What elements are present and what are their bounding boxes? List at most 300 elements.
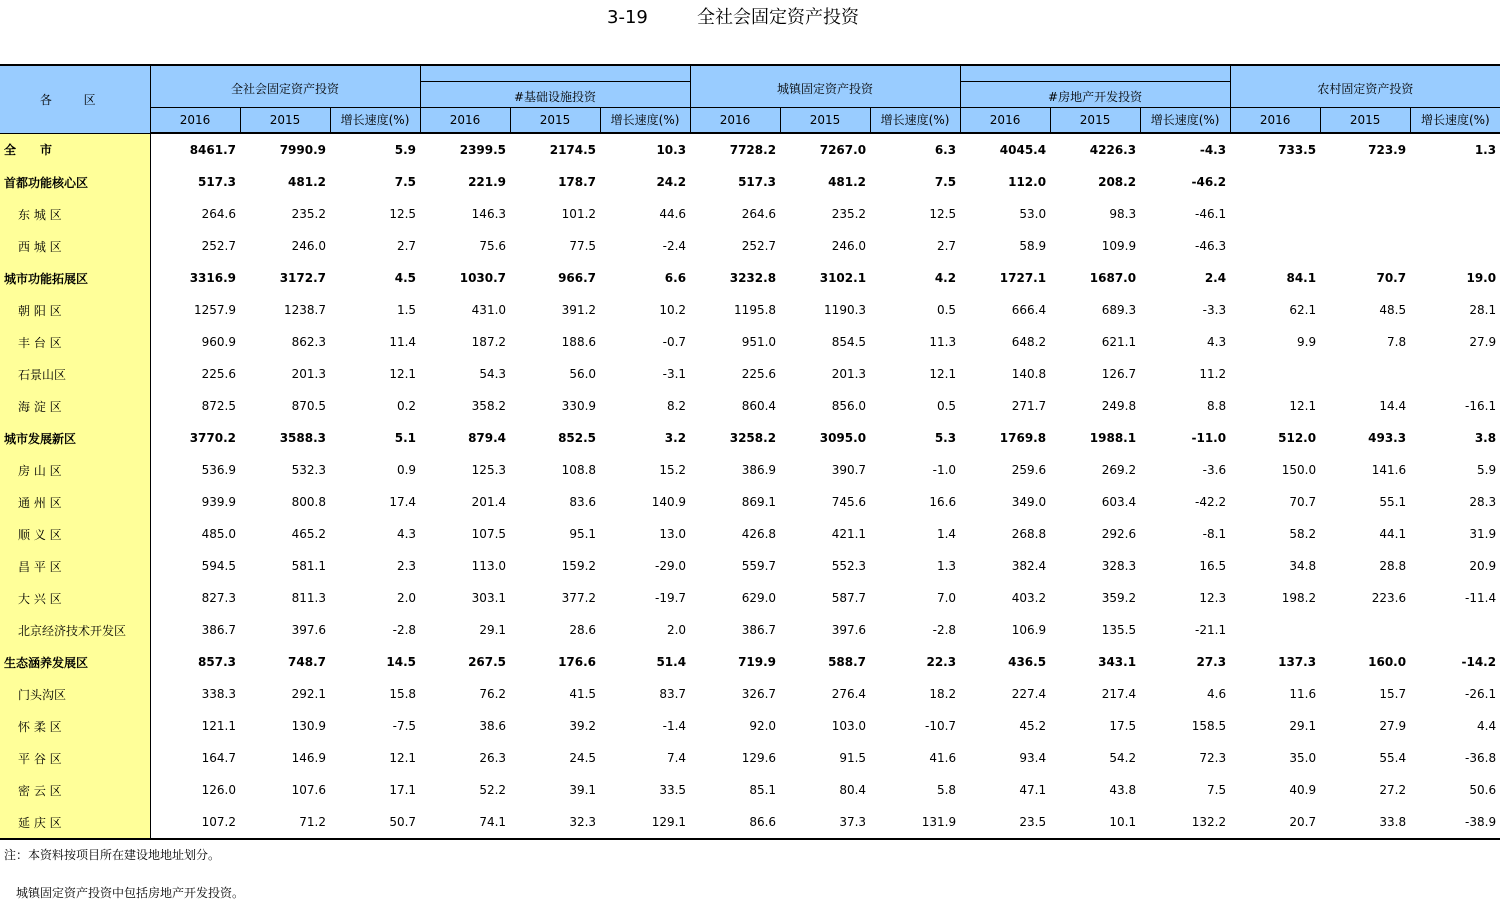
table-cell: 85.1 — [749, 783, 777, 797]
table-cell — [1320, 614, 1410, 646]
table-cell: 5.3 — [934, 431, 957, 445]
col-growth: 增长速度(%) — [600, 107, 690, 133]
table-cell: 689.3 — [1101, 303, 1137, 317]
table-cell: 517.3 — [198, 175, 236, 189]
table-cell: 58.9 — [1019, 239, 1047, 253]
table-cell: 811.3 — [291, 591, 326, 605]
table-cell: 126.0 — [201, 783, 236, 797]
table-cell: 268.8 — [1011, 527, 1047, 541]
table-row — [0, 550, 1500, 582]
table-cell: 1988.1 — [1089, 431, 1137, 445]
table-cell: 1238.7 — [284, 303, 326, 317]
table-cell: -46.1 — [1195, 207, 1227, 221]
table-cell: -11.0 — [1191, 431, 1227, 445]
table-cell: 33.8 — [1320, 806, 1410, 839]
table-cell: 621.1 — [1101, 335, 1137, 349]
district-name: 首都功能核心区 — [0, 166, 150, 198]
col-2016: 2016 — [1230, 107, 1320, 133]
table-row — [0, 422, 1500, 454]
district-name: 通 州 区 — [0, 486, 150, 518]
table-cell: 10.1 — [1050, 806, 1140, 839]
table-cell: 594.5 — [201, 559, 236, 573]
table-cell: 58.2 — [1289, 527, 1317, 541]
table-cell: 34.8 — [1289, 559, 1317, 573]
table-cell: 532.3 — [291, 463, 326, 477]
table-cell: 8.2 — [666, 399, 687, 413]
table-cell: 235.2 — [291, 207, 326, 221]
table-cell: 27.3 — [1196, 655, 1227, 669]
table-cell: 267.5 — [468, 655, 507, 669]
region-header: 各 区 — [0, 65, 150, 133]
table-cell: 95.1 — [569, 527, 597, 541]
table-row — [0, 133, 1500, 166]
footnote-2: 城镇固定资产投资中包括房地产开发投资。 — [16, 886, 245, 900]
table-cell: 512.0 — [1278, 431, 1317, 445]
table-cell: 208.2 — [1098, 175, 1137, 189]
table-cell: 12.3 — [1199, 591, 1227, 605]
table-cell: 33.5 — [659, 783, 687, 797]
table-cell: 343.1 — [1098, 655, 1137, 669]
table-cell: 666.4 — [1011, 303, 1047, 317]
table-cell: 53.0 — [1019, 207, 1047, 221]
table-cell: 75.6 — [479, 239, 507, 253]
table-cell: 246.0 — [831, 239, 867, 253]
table-cell: -16.1 — [1465, 399, 1497, 413]
table-cell — [1230, 198, 1320, 230]
table-cell: -2.4 — [662, 239, 687, 253]
district-name: 东 城 区 — [0, 198, 150, 230]
table-cell: 2.0 — [666, 623, 687, 637]
district-name: 朝 阳 区 — [0, 294, 150, 326]
table-cell: 951.0 — [741, 335, 777, 349]
table-cell: 198.2 — [1281, 591, 1317, 605]
table-cell — [1410, 166, 1500, 198]
table-cell: 7.5 — [394, 175, 417, 189]
table-cell: 27.9 — [1379, 719, 1407, 733]
table-cell: 264.6 — [741, 207, 777, 221]
table-cell: 176.6 — [558, 655, 597, 669]
table-cell: -14.2 — [1461, 655, 1497, 669]
table-cell: 72.3 — [1199, 751, 1227, 765]
table-cell: 14.5 — [386, 655, 417, 669]
table-cell: 854.5 — [831, 335, 867, 349]
table-cell: 629.0 — [741, 591, 777, 605]
table-cell: 14.4 — [1379, 399, 1407, 413]
investment-table — [0, 64, 1500, 840]
table-cell: 12.1 — [389, 367, 417, 381]
table-cell: 939.9 — [201, 495, 236, 509]
table-cell: 7.5 — [1207, 783, 1227, 797]
table-cell: 4226.3 — [1089, 143, 1137, 157]
district-name: 丰 台 区 — [0, 326, 150, 358]
table-cell: 91.5 — [839, 751, 867, 765]
table-cell — [1230, 166, 1320, 198]
table-cell: 150.0 — [1281, 463, 1317, 477]
table-cell: 386.9 — [741, 463, 777, 477]
table-cell: 517.3 — [738, 175, 777, 189]
table-cell: 3258.2 — [729, 431, 777, 445]
table-cell: 581.1 — [291, 559, 326, 573]
table-cell: 15.8 — [389, 687, 417, 701]
table-cell: 5.1 — [394, 431, 417, 445]
table-cell: -26.1 — [1465, 687, 1497, 701]
table-cell: 271.7 — [1011, 399, 1047, 413]
table-cell: 2.3 — [396, 559, 417, 573]
table-cell: 48.5 — [1379, 303, 1407, 317]
col-2015: 2015 — [780, 107, 870, 133]
table-cell: 28.3 — [1469, 495, 1497, 509]
table-cell: 7990.9 — [279, 143, 326, 157]
table-cell: 35.0 — [1289, 751, 1317, 765]
col-2015: 2015 — [240, 107, 330, 133]
table-cell: 5.8 — [936, 783, 957, 797]
table-cell: 22.3 — [926, 655, 957, 669]
table-cell: 140.8 — [1011, 367, 1047, 381]
table-cell: 71.2 — [240, 806, 330, 839]
col-2015: 2015 — [1320, 107, 1410, 133]
col-growth: 增长速度(%) — [330, 107, 420, 133]
table-cell: 12.5 — [929, 207, 957, 221]
table-cell: 178.7 — [558, 175, 597, 189]
table-cell: 23.5 — [960, 806, 1050, 839]
table-cell: 45.2 — [1019, 719, 1047, 733]
table-cell: -36.8 — [1465, 751, 1497, 765]
table-cell: 0.9 — [396, 463, 417, 477]
table-cell: 70.7 — [1376, 271, 1407, 285]
table-cell: 536.9 — [201, 463, 236, 477]
table-row — [0, 806, 1500, 839]
table-cell: 0.5 — [936, 303, 957, 317]
table-cell: 872.5 — [201, 399, 236, 413]
table-cell: 83.6 — [569, 495, 597, 509]
table-cell: 1687.0 — [1089, 271, 1137, 285]
table-cell: 869.1 — [741, 495, 777, 509]
table-cell: 44.6 — [659, 207, 687, 221]
table-cell: 3232.8 — [729, 271, 777, 285]
table-cell: -46.3 — [1195, 239, 1227, 253]
table-cell: 80.4 — [839, 783, 867, 797]
col-2016: 2016 — [690, 107, 780, 133]
table-cell: 860.4 — [741, 399, 777, 413]
table-row — [0, 710, 1500, 742]
table-cell: 217.4 — [1101, 687, 1137, 701]
table-cell: 130.9 — [291, 719, 326, 733]
table-cell: 852.5 — [558, 431, 597, 445]
table-cell: 13.0 — [659, 527, 687, 541]
table-cell: 390.7 — [831, 463, 867, 477]
table-cell: 225.6 — [201, 367, 236, 381]
table-cell: 276.4 — [831, 687, 867, 701]
table-cell: 6.3 — [934, 143, 957, 157]
table-cell: 1.3 — [1474, 143, 1497, 157]
table-cell: 485.0 — [201, 527, 236, 541]
col-2015: 2015 — [1050, 107, 1140, 133]
group-header-rural: 农村固定资产投资 — [1230, 65, 1500, 107]
table-cell: 349.0 — [1011, 495, 1047, 509]
table-row — [0, 774, 1500, 806]
group-header-urban: 城镇固定资产投资 — [690, 65, 960, 107]
table-cell: 221.9 — [468, 175, 507, 189]
table-cell: 4.3 — [1207, 335, 1227, 349]
table-cell: 7.0 — [936, 591, 957, 605]
table-cell: 397.6 — [831, 623, 867, 637]
table-cell: 745.6 — [831, 495, 867, 509]
table-cell: 32.3 — [510, 806, 600, 839]
table-cell: 17.4 — [389, 495, 417, 509]
table-cell: 70.7 — [1289, 495, 1317, 509]
table-cell: 1.5 — [396, 303, 417, 317]
table-cell — [1410, 230, 1500, 262]
table-cell: 1257.9 — [194, 303, 236, 317]
table-cell: 101.2 — [561, 207, 597, 221]
district-name: 城市发展新区 — [0, 422, 150, 454]
table-cell: 159.2 — [561, 559, 597, 573]
table-cell: 225.6 — [741, 367, 777, 381]
table-cell: 8461.7 — [189, 143, 236, 157]
table-cell: 146.3 — [471, 207, 507, 221]
table-cell: 92.0 — [749, 719, 777, 733]
table-cell: 12.5 — [389, 207, 417, 221]
table-cell: 7267.0 — [819, 143, 867, 157]
table-row — [0, 646, 1500, 678]
table-cell: 0.2 — [396, 399, 417, 413]
table-cell: 7.8 — [1387, 335, 1407, 349]
table-cell: 1190.3 — [824, 303, 867, 317]
table-cell: 603.4 — [1101, 495, 1137, 509]
table-cell: 126.7 — [1101, 367, 1137, 381]
table-cell: 26.3 — [479, 751, 507, 765]
table-cell: 12.1 — [389, 751, 417, 765]
group-header-infra-top — [420, 65, 690, 81]
table-cell: 201.4 — [471, 495, 507, 509]
table-cell: 227.4 — [1011, 687, 1047, 701]
table-cell: 426.8 — [741, 527, 777, 541]
table-cell: 1769.8 — [999, 431, 1047, 445]
table-cell: 7728.2 — [729, 143, 777, 157]
col-growth: 增长速度(%) — [870, 107, 960, 133]
district-name: 全 市 — [0, 133, 150, 166]
table-cell: 235.2 — [831, 207, 867, 221]
table-cell: 31.9 — [1469, 527, 1497, 541]
table-cell: 481.2 — [828, 175, 867, 189]
col-growth: 增长速度(%) — [1140, 107, 1230, 133]
table-row — [0, 678, 1500, 710]
table-cell: 20.9 — [1469, 559, 1497, 573]
table-cell: 303.1 — [471, 591, 507, 605]
table-cell: 129.1 — [600, 806, 690, 839]
table-cell: 38.6 — [479, 719, 507, 733]
table-cell: -3.6 — [1202, 463, 1227, 477]
table-cell: 51.4 — [656, 655, 687, 669]
table-cell: 55.1 — [1379, 495, 1407, 509]
table-cell: 4.6 — [1207, 687, 1227, 701]
table-cell: 6.6 — [664, 271, 687, 285]
table-cell: 108.8 — [561, 463, 597, 477]
table-cell: 7.5 — [934, 175, 957, 189]
table-cell: 386.7 — [201, 623, 236, 637]
table-cell: 10.3 — [656, 143, 687, 157]
table-cell: 160.0 — [1368, 655, 1407, 669]
table-cell: 93.4 — [1019, 751, 1047, 765]
table-row — [0, 454, 1500, 486]
table-cell: 164.7 — [201, 751, 236, 765]
table-cell: -0.7 — [662, 335, 687, 349]
table-cell: 76.2 — [479, 687, 507, 701]
table-cell: 74.1 — [420, 806, 510, 839]
table-cell: 11.3 — [929, 335, 957, 349]
group-header-infra: #基础设施投资 — [420, 81, 690, 107]
col-growth: 增长速度(%) — [1410, 107, 1500, 133]
table-cell: -42.2 — [1195, 495, 1227, 509]
table-cell: 723.9 — [1368, 143, 1407, 157]
table-row — [0, 486, 1500, 518]
table-row — [0, 326, 1500, 358]
table-cell: 52.2 — [479, 783, 507, 797]
table-cell: 5.9 — [394, 143, 417, 157]
table-title: 全社会固定资产投资 — [697, 7, 859, 28]
table-cell: 135.5 — [1101, 623, 1137, 637]
table-cell: 37.3 — [780, 806, 870, 839]
table-cell: 3770.2 — [189, 431, 236, 445]
table-cell: 960.9 — [201, 335, 236, 349]
table-cell: 146.9 — [291, 751, 326, 765]
table-cell: -46.2 — [1191, 175, 1227, 189]
table-cell: 391.2 — [561, 303, 597, 317]
table-cell: 44.1 — [1379, 527, 1407, 541]
table-cell: 28.8 — [1379, 559, 1407, 573]
table-cell: 2.7 — [936, 239, 957, 253]
table-cell: 403.2 — [1011, 591, 1047, 605]
col-2016: 2016 — [960, 107, 1050, 133]
table-cell: 328.3 — [1101, 559, 1137, 573]
table-cell: -11.4 — [1465, 591, 1497, 605]
table-cell: 12.1 — [1289, 399, 1317, 413]
table-cell: -1.4 — [662, 719, 687, 733]
table-cell: 129.6 — [741, 751, 777, 765]
table-cell: 733.5 — [1278, 143, 1317, 157]
table-cell: 41.6 — [929, 751, 957, 765]
table-cell: 493.3 — [1368, 431, 1407, 445]
table-cell: -1.0 — [932, 463, 957, 477]
table-row — [0, 230, 1500, 262]
table-cell: 5.9 — [1477, 463, 1497, 477]
table-cell: 125.3 — [471, 463, 507, 477]
table-cell: 55.4 — [1379, 751, 1407, 765]
table-cell: 201.3 — [291, 367, 326, 381]
district-name: 密 云 区 — [0, 774, 150, 806]
table-cell: 465.2 — [291, 527, 326, 541]
table-row — [0, 166, 1500, 198]
table-cell — [1230, 614, 1320, 646]
table-cell: 966.7 — [558, 271, 597, 285]
district-name: 怀 柔 区 — [0, 710, 150, 742]
table-cell: 856.0 — [831, 399, 867, 413]
table-cell — [1410, 614, 1500, 646]
table-cell: 19.0 — [1466, 271, 1497, 285]
table-cell: 27.9 — [1469, 335, 1497, 349]
table-cell: 252.7 — [201, 239, 236, 253]
table-cell: 4.5 — [394, 271, 417, 285]
table-cell: 86.6 — [690, 806, 780, 839]
col-2016: 2016 — [150, 107, 240, 133]
table-cell: 397.6 — [291, 623, 326, 637]
table-cell: 39.2 — [569, 719, 597, 733]
table-cell: 187.2 — [471, 335, 507, 349]
table-cell — [1230, 358, 1320, 390]
table-cell: 421.1 — [831, 527, 867, 541]
table-cell: 436.5 — [1008, 655, 1047, 669]
table-cell: 29.1 — [479, 623, 507, 637]
table-cell: 3.2 — [664, 431, 687, 445]
table-cell: 4.4 — [1477, 719, 1497, 733]
table-cell: 103.0 — [831, 719, 867, 733]
table-cell — [1320, 198, 1410, 230]
table-cell: 0.5 — [936, 399, 957, 413]
table-cell: 292.6 — [1101, 527, 1137, 541]
table-cell: -19.7 — [654, 591, 687, 605]
district-name: 海 淀 区 — [0, 390, 150, 422]
table-cell: 8.8 — [1207, 399, 1227, 413]
table-cell: -2.8 — [932, 623, 957, 637]
district-name: 平 谷 区 — [0, 742, 150, 774]
table-row — [0, 294, 1500, 326]
table-cell: 1030.7 — [459, 271, 507, 285]
table-cell: 3095.0 — [819, 431, 867, 445]
group-header-total: 全社会固定资产投资 — [150, 65, 420, 107]
table-cell: 47.1 — [1019, 783, 1047, 797]
table-cell: 269.2 — [1101, 463, 1137, 477]
footnote: 注：本资料按项目所在建设地地址划分。 — [4, 848, 221, 862]
table-cell: 3102.1 — [819, 271, 867, 285]
table-cell: -21.1 — [1195, 623, 1227, 637]
table-cell: -4.3 — [1199, 143, 1227, 157]
table-cell: 249.8 — [1101, 399, 1137, 413]
table-cell: 9.9 — [1297, 335, 1317, 349]
table-cell: 17.1 — [389, 783, 417, 797]
table-cell: 11.4 — [389, 335, 417, 349]
table-cell: 56.0 — [569, 367, 597, 381]
table-cell — [1410, 358, 1500, 390]
table-cell: 12.1 — [929, 367, 957, 381]
district-name: 城市功能拓展区 — [0, 262, 150, 294]
table-cell: 259.6 — [1011, 463, 1047, 477]
table-cell: 16.6 — [929, 495, 957, 509]
table-cell: 20.7 — [1230, 806, 1320, 839]
table-cell: 2.4 — [1204, 271, 1227, 285]
table-cell: 431.0 — [471, 303, 507, 317]
table-cell: 40.9 — [1289, 783, 1317, 797]
table-cell: 84.1 — [1286, 271, 1317, 285]
table-cell: -3.3 — [1202, 303, 1227, 317]
table-cell: 1.3 — [936, 559, 957, 573]
table-cell: 54.2 — [1109, 751, 1137, 765]
table-cell: 18.2 — [929, 687, 957, 701]
table-row — [0, 262, 1500, 294]
table-cell: 359.2 — [1101, 591, 1137, 605]
table-cell: 292.1 — [291, 687, 326, 701]
table-cell: 2174.5 — [549, 143, 597, 157]
table-cell: 879.4 — [468, 431, 507, 445]
table-cell: 50.6 — [1469, 783, 1497, 797]
table-cell: 3316.9 — [189, 271, 236, 285]
table-cell — [1320, 358, 1410, 390]
table-row — [0, 742, 1500, 774]
table-cell: 3588.3 — [279, 431, 326, 445]
table-cell: 188.6 — [561, 335, 597, 349]
table-cell: 158.5 — [1191, 719, 1227, 733]
table-cell: 77.5 — [569, 239, 597, 253]
table-cell: 132.2 — [1140, 806, 1230, 839]
